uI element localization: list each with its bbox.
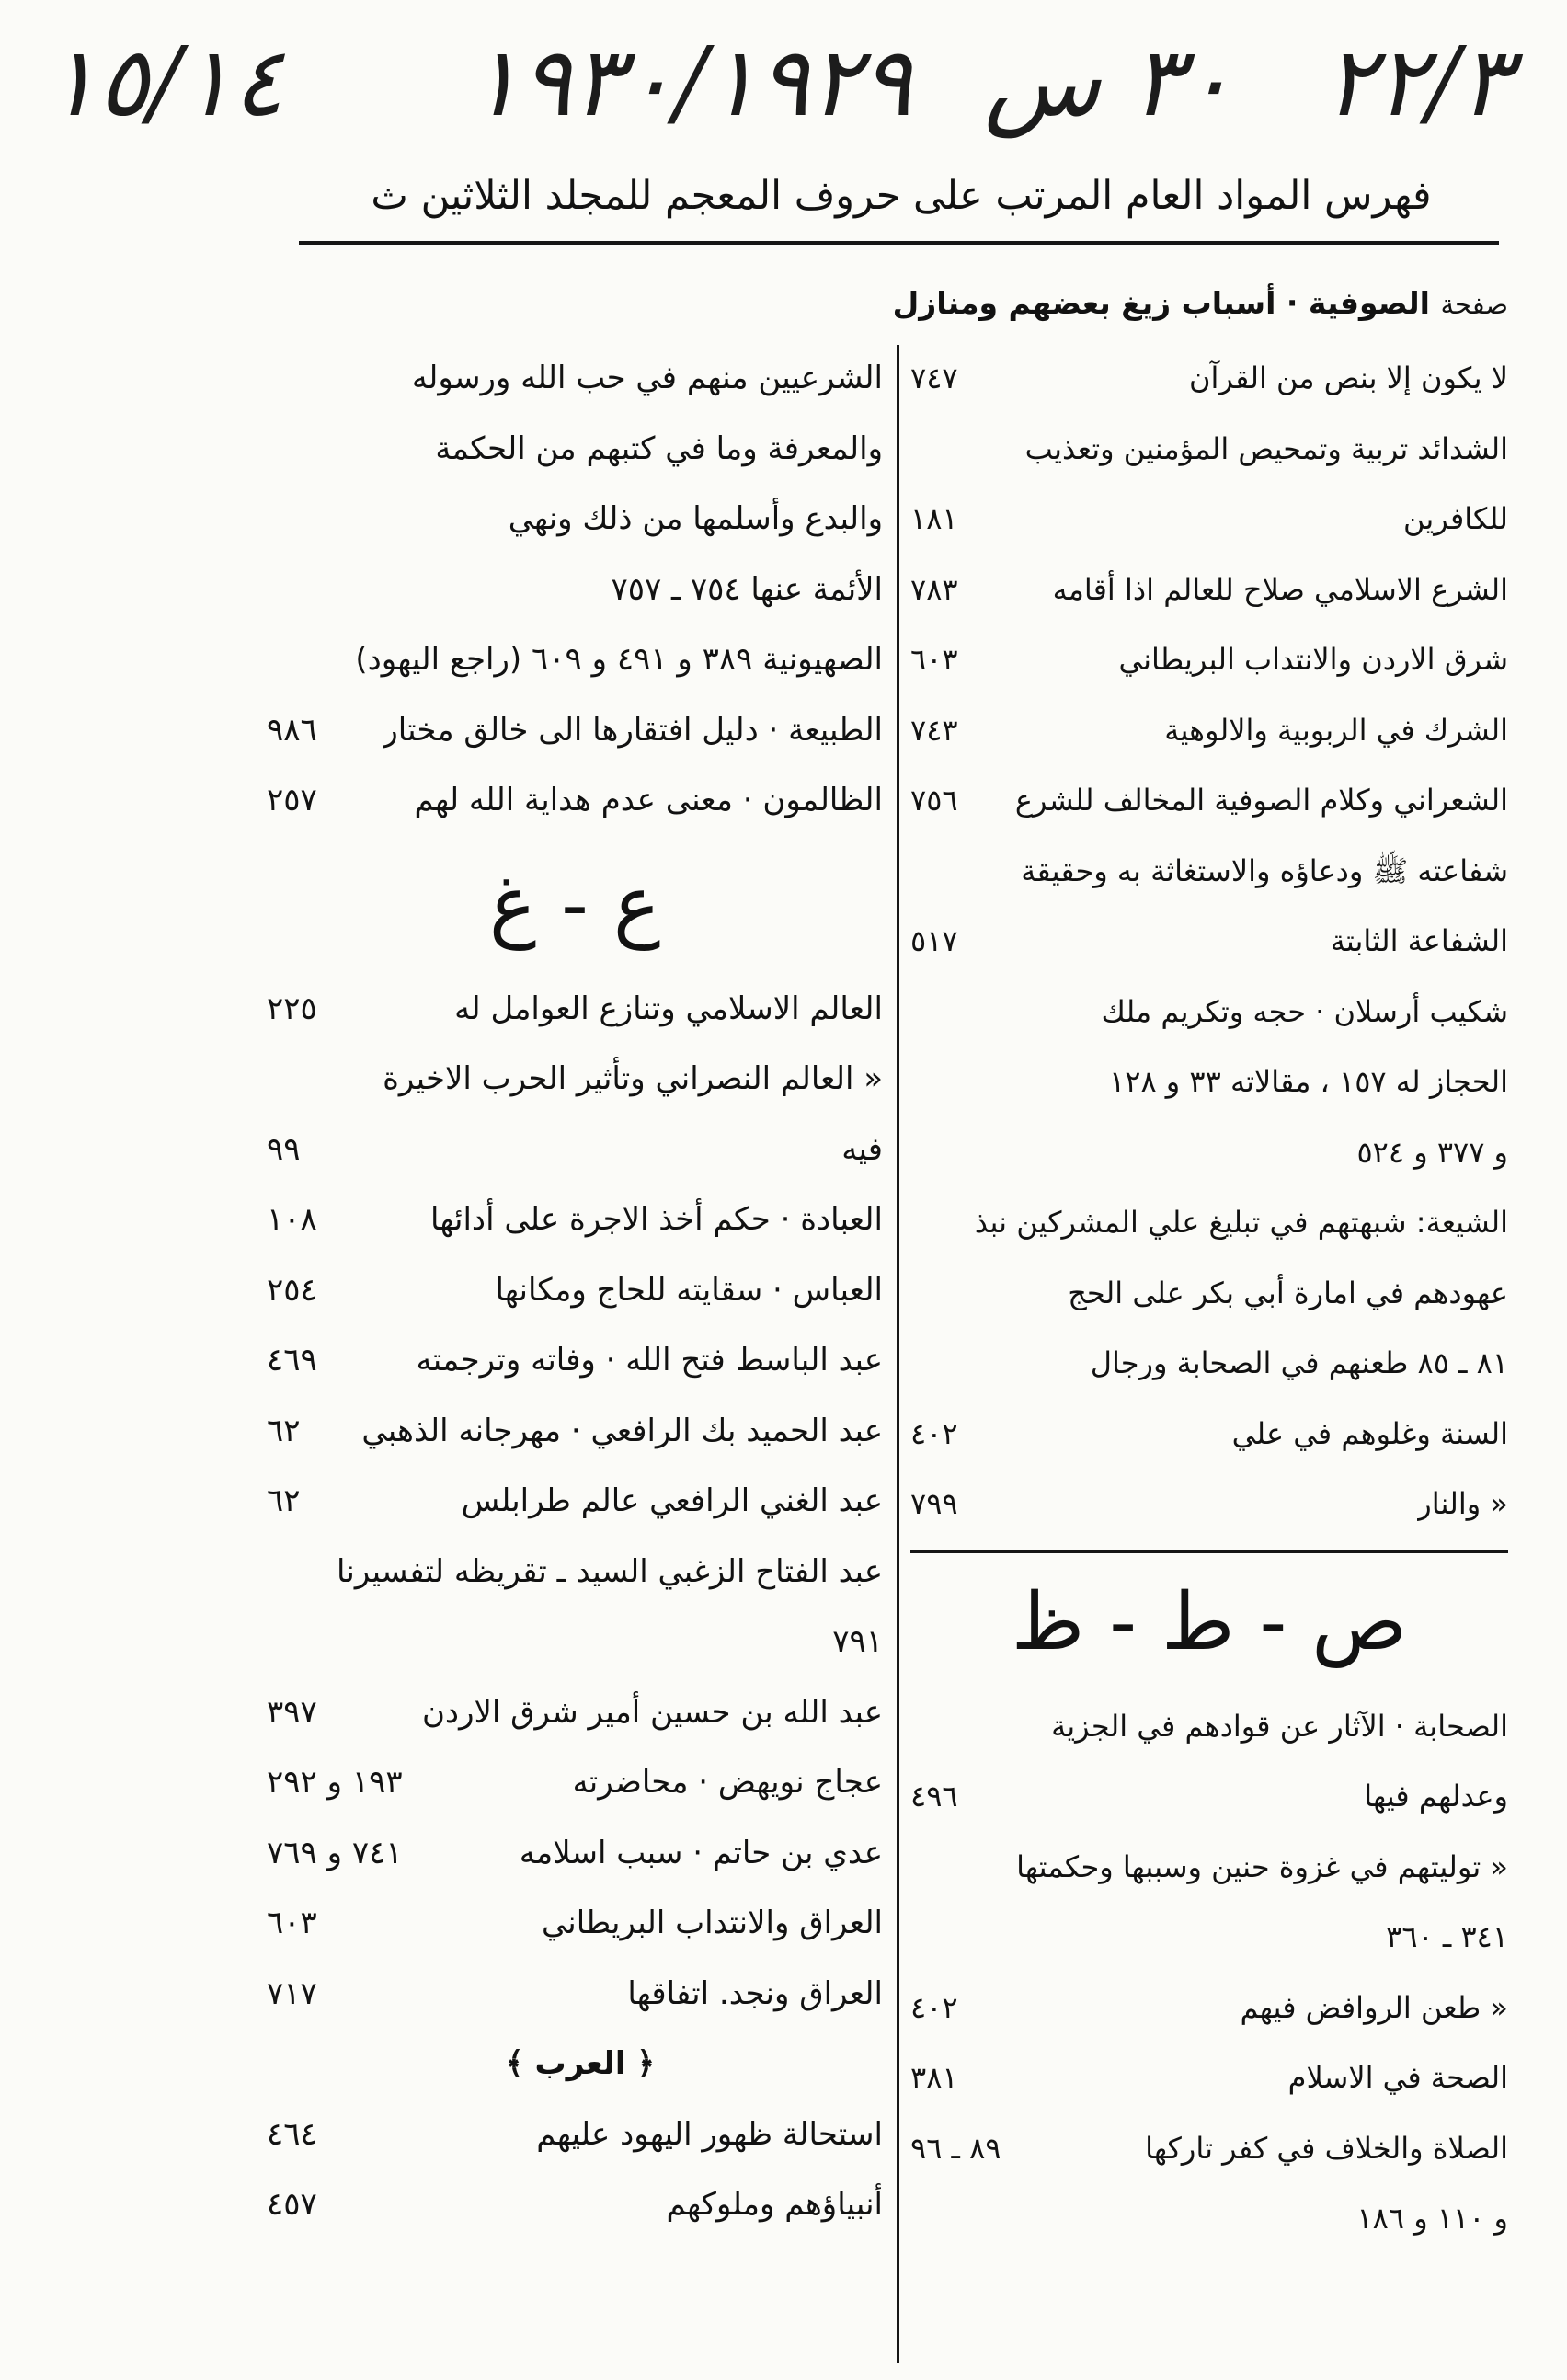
entry-page-number: ٧١٧ bbox=[267, 1974, 317, 2012]
index-entry bbox=[910, 414, 1508, 485]
entry-page-number: ٧٩١ bbox=[832, 1623, 883, 1660]
index-entry bbox=[910, 555, 1508, 625]
index-entry bbox=[910, 1761, 1508, 1832]
entry-page-number: ٩٩ bbox=[267, 1130, 301, 1168]
entry-page-number: ٧٤١ و ٧٦٩ bbox=[267, 1834, 403, 1871]
entry-text: الصحابة · الآثار عن قوادهم في الجزية bbox=[1051, 1708, 1508, 1744]
entry-text: الصحة في الاسلام bbox=[1287, 2060, 1508, 2095]
entry-page-number: ٤٩٦ bbox=[910, 1779, 958, 1814]
index-entry bbox=[267, 695, 883, 766]
index-entry bbox=[910, 1691, 1508, 1762]
entry-page-number: ٧٤٧ bbox=[910, 360, 958, 395]
entry-text: العباس · سقايته للحاج ومكانها bbox=[495, 1271, 883, 1309]
entry-text: العبادة · حكم أخذ الاجرة على أدائها bbox=[429, 1201, 883, 1238]
index-entry bbox=[267, 1959, 883, 2030]
entry-page-number: ٤٥٧ bbox=[267, 2186, 317, 2223]
entry-page-number: ٢٥٧ bbox=[267, 782, 317, 818]
index-entry bbox=[910, 1832, 1508, 1903]
index-entry bbox=[267, 765, 883, 836]
index-entry bbox=[267, 1747, 883, 1818]
index-entry bbox=[910, 977, 1508, 1047]
index-entry bbox=[267, 1607, 883, 1677]
entry-text: العراق ونجد. اتفاقها bbox=[627, 1974, 883, 2012]
entry-page-number: ٦٢ bbox=[267, 1482, 301, 1519]
column-header-text: الصوفية · أسباب زيغ بعضهم ومنازل bbox=[892, 285, 1430, 321]
entry-text: الشفاعة الثابتة bbox=[1330, 923, 1508, 958]
entry-text: الصهيونية ٣٨٩ و ٤٩١ و ٦٠٩ (راجع اليهود) bbox=[355, 641, 883, 678]
entry-page-number: ٦٠٣ bbox=[910, 642, 958, 677]
index-entry bbox=[910, 836, 1508, 907]
index-entry bbox=[910, 2183, 1508, 2254]
index-entry bbox=[267, 1888, 883, 1959]
entry-text: عبد الله بن حسين أمير شرق الاردن bbox=[421, 1693, 883, 1731]
entry-text: شكيب أرسلان · حجه وتكريم ملك bbox=[1101, 993, 1508, 1029]
entry-text: والمعرفة وما في كتبهم من الحكمة bbox=[435, 429, 883, 467]
index-entry bbox=[910, 624, 1508, 695]
entry-text: الحجاز له ١٥٧ ، مقالاته ٣٣ و ١٢٨ bbox=[1109, 1064, 1508, 1099]
stamp-part-1: ١٥/١٤ bbox=[46, 26, 284, 138]
entry-text: السنة وغلوهم في علي bbox=[1231, 1415, 1508, 1451]
index-entry bbox=[267, 555, 883, 625]
entry-page-number: ٨٩ ـ ٩٦ bbox=[910, 2130, 1001, 2166]
index-entry bbox=[267, 1818, 883, 1889]
entry-text: الطبيعة · دليل افتقارها الى خالق مختار bbox=[383, 711, 883, 749]
entry-page-number: و ١١٠ و ١٨٦ bbox=[1356, 2201, 1508, 2236]
entry-text: عبد الباسط فتح الله · وفاته وترجمته bbox=[416, 1342, 883, 1379]
index-entry bbox=[267, 2100, 883, 2170]
index-entry bbox=[267, 624, 883, 695]
handwritten-catalog-number bbox=[37, 26, 1511, 164]
entry-page-number: ١٩٣ و ٢٩٢ bbox=[267, 1764, 403, 1801]
entry-page-number: ٧٨٣ bbox=[910, 571, 958, 607]
entry-text: للكافرين bbox=[1403, 501, 1508, 536]
column-divider bbox=[897, 345, 899, 2363]
entry-text: الأئمة عنها ٧٥٤ ـ ٧٥٧ bbox=[611, 570, 883, 608]
index-entry bbox=[910, 1187, 1508, 1258]
entry-text: فيه bbox=[841, 1130, 883, 1168]
index-entry bbox=[910, 1973, 1508, 2043]
entry-page-number: ٥١٧ bbox=[910, 923, 958, 958]
entry-text: لا يكون إلا بنص من القرآن bbox=[1189, 360, 1508, 395]
entry-text: ﴿ العرب ﴾ bbox=[505, 2045, 656, 2082]
entry-text: العراق والانتداب البريطاني bbox=[541, 1905, 883, 1941]
entry-page-number: ٤٦٩ bbox=[267, 1342, 317, 1379]
index-entry bbox=[910, 1258, 1508, 1329]
entry-text: « طعن الروافض فيهم bbox=[1240, 1989, 1508, 2025]
entry-text: ٨١ ـ ٨٥ طعنهم في الصحابة ورجال bbox=[1090, 1345, 1508, 1380]
index-entry bbox=[910, 695, 1508, 766]
entry-page-number: ٧٩٩ bbox=[910, 1486, 958, 1521]
entry-text: العالم الاسلامي وتنازع العوامل له bbox=[454, 990, 883, 1027]
entry-text: الشرعيين منهم في حب الله ورسوله bbox=[411, 360, 883, 396]
entry-text: الظالمون · معنى عدم هداية الله لهم bbox=[414, 782, 883, 818]
index-entry bbox=[267, 414, 883, 485]
stamp-part-4: ٢٢/٣ bbox=[1324, 26, 1511, 138]
index-entry bbox=[267, 2169, 883, 2240]
entry-text: والبدع وأسلمها من ذلك ونهي bbox=[508, 500, 883, 537]
entry-text: « توليتهم في غزوة حنين وسببها وحكمتها bbox=[1016, 1848, 1508, 1884]
index-entry bbox=[267, 1396, 883, 1467]
entry-text: الصلاة والخلاف في كفر تاركها bbox=[1145, 2130, 1508, 2166]
entry-page-number: ١٠٨ bbox=[267, 1201, 317, 1238]
index-entry bbox=[267, 484, 883, 555]
entry-page-number: ٤٦٤ bbox=[267, 2115, 317, 2153]
entry-page-number: ٧٥٦ bbox=[910, 783, 958, 818]
entry-text: الشرع الاسلامي صلاح للعالم اذا أقامه bbox=[1052, 571, 1508, 607]
entry-page-number: ٣٨١ bbox=[910, 2060, 958, 2095]
index-entry bbox=[910, 1902, 1508, 1973]
index-entry bbox=[910, 906, 1508, 977]
index-entry bbox=[267, 1537, 883, 1608]
page-word-label: صفحة bbox=[1440, 289, 1508, 320]
right-column bbox=[910, 343, 1508, 2254]
page-title-text: فهرس المواد العام المرتب على حروف المعجم للمجلد الثلاثين bbox=[420, 173, 1432, 219]
entry-page-number: ٣٩٧ bbox=[267, 1693, 317, 1731]
entry-page-number: ٧٤٣ bbox=[910, 712, 958, 748]
entry-text: وعدلهم فيها bbox=[1364, 1779, 1508, 1814]
index-entry bbox=[267, 1466, 883, 1537]
stamp-part-2: ١٩٣٠/١٩٢٩ bbox=[469, 26, 912, 138]
entry-page-number: ٣٤١ ـ ٣٦٠ bbox=[1386, 1919, 1508, 1954]
left-column bbox=[267, 343, 883, 2240]
index-entry bbox=[267, 343, 883, 414]
entry-text: عبد الحميد بك الرافعي · مهرجانه الذهبي bbox=[361, 1412, 883, 1449]
index-entry bbox=[267, 1115, 883, 1185]
stamp-part-3: ٣٠ س bbox=[984, 26, 1234, 138]
index-entry bbox=[910, 1047, 1508, 1117]
entry-text: الشعراني وكلام الصوفية المخالف للشرع bbox=[1014, 783, 1508, 818]
index-entry bbox=[267, 1184, 883, 1255]
page-title bbox=[276, 173, 1471, 219]
index-columns bbox=[267, 276, 1508, 2363]
header-rule bbox=[299, 241, 1499, 245]
entry-page-number: ٢٥٤ bbox=[267, 1271, 317, 1309]
index-entry bbox=[910, 343, 1508, 414]
column-header-line bbox=[267, 271, 1508, 337]
index-entry bbox=[267, 1255, 883, 1326]
index-entry bbox=[267, 1044, 883, 1115]
page-title-letter: ث bbox=[371, 173, 408, 219]
entry-text: « والنار bbox=[1417, 1486, 1508, 1521]
letter-section-heading: ص - ط - ظ bbox=[910, 1550, 1508, 1691]
entry-text: الشرك في الربوبية والالوهية bbox=[1164, 712, 1508, 748]
entry-text: استحالة ظهور اليهود عليهم bbox=[536, 2115, 883, 2153]
index-entry bbox=[910, 1117, 1508, 1188]
entry-text: الشدائد تربية وتمحيص المؤمنين وتعذيب bbox=[1024, 430, 1508, 466]
entry-page-number: ٦٠٣ bbox=[267, 1905, 317, 1941]
entry-page-number: ٩٨٦ bbox=[267, 711, 317, 749]
entry-text: عهودهم في امارة أبي بكر على الحج bbox=[1068, 1275, 1508, 1310]
entry-text: الشيعة: شبهتهم في تبليغ علي المشركين نبذ bbox=[974, 1205, 1508, 1240]
index-entry bbox=[910, 1469, 1508, 1539]
index-entry bbox=[910, 2042, 1508, 2113]
entry-text: شرق الاردن والانتداب البريطاني bbox=[1118, 642, 1508, 677]
index-entry bbox=[910, 1328, 1508, 1399]
letter-section-heading: ع - غ bbox=[488, 858, 661, 951]
entry-text: عبد الفتاح الزغبي السيد ـ تقريظه لتفسيرنا bbox=[337, 1552, 883, 1590]
index-entry bbox=[267, 1677, 883, 1748]
entry-text: عدي بن حاتم · سبب اسلامه bbox=[519, 1834, 883, 1871]
entry-page-number: ٤٠٢ bbox=[910, 1989, 958, 2025]
entry-page-number: ١٨١ bbox=[910, 501, 958, 536]
index-entry bbox=[267, 1325, 883, 1396]
entry-text: عبد الغني الرافعي عالم طرابلس bbox=[461, 1482, 883, 1519]
entry-text: « العالم النصراني وتأثير الحرب الاخيرة bbox=[383, 1060, 883, 1097]
index-entry bbox=[267, 974, 883, 1045]
index-entry bbox=[910, 765, 1508, 836]
index-entry bbox=[267, 2029, 883, 2100]
entry-page-number: ٤٠٢ bbox=[910, 1415, 958, 1451]
index-entry bbox=[910, 2113, 1508, 2184]
entry-text: أنبياؤهم وملوكهم bbox=[666, 2186, 883, 2223]
entry-text: عجاج نويهض · محاضرته bbox=[572, 1764, 883, 1801]
index-entry bbox=[910, 484, 1508, 555]
entry-page-number: و ٣٧٧ و ٥٢٤ bbox=[1356, 1134, 1508, 1170]
entry-text: شفاعته ﷺ ودعاؤه والاستغاثة به وحقيقة bbox=[1021, 852, 1508, 888]
index-entry bbox=[910, 1399, 1508, 1470]
entry-page-number: ٢٢٥ bbox=[267, 990, 317, 1027]
entry-page-number: ٦٢ bbox=[267, 1412, 301, 1449]
